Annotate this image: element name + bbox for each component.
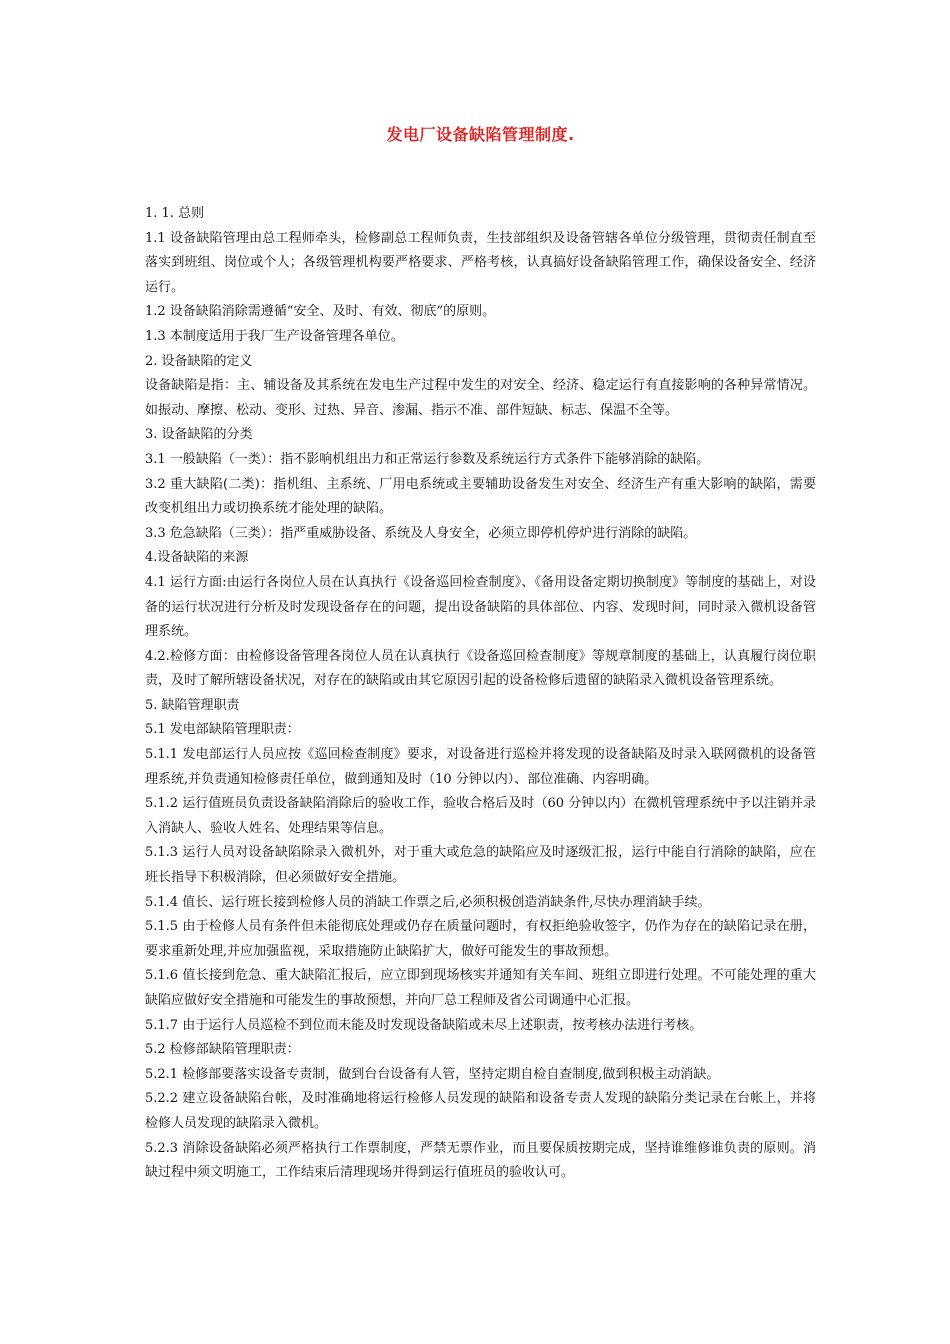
paragraph-3-1: 3.1 一般缺陷（一类）：指不影响机组出力和正常运行参数及系统运行方式条件下能够消除的缺陷。 [145,451,710,467]
paragraph-1-2: 1.2 设备缺陷消除需遵循“安全、及时、有效、彻底”的原则。 [145,304,496,320]
paragraph-5-2-2: 5.2.2 建立设备缺陷台帐，及时准确地将运行检修人员发现的缺陷和设备专责人发现的缺陷分类记录在台帐上，并将检修人员发现的缺陷录入微机。 [145,1091,816,1131]
paragraph-4-1: 4.1 运行方面:由运行各岗位人员在认真执行《设备巡回检查制度》、《备用设备定期切换制度》等制度的基础上，对设备的运行状况进行分析及时发现设备存在的问题，提出设备缺陷的具体部位、内容、发现时间，同时录入微机设备管理系统。 [145,574,816,640]
paragraph-5-1-4: 5.1.4 值长、运行班长接到检修人员的消缺工作票之后,必须积极创造消缺条件,尽快办理消缺手续。 [145,894,711,910]
section-heading-1: 1. 1. 总则 [145,206,205,221]
paragraph-1-3: 1.3 本制度适用于我厂生产设备管理各单位。 [145,328,404,344]
section-heading-5: 5. 缺陷管理职责 [145,697,240,713]
section-heading-4: 4.设备缺陷的来源 [145,550,249,566]
paragraph-4-2: 4.2.检修方面：由检修设备管理各岗位人员在认真执行《设备巡回检查制度》等规章制度的基础上，认真履行岗位职责，及时了解所辖设备状况，对存在的缺陷或由其它原因引起的设备检修后遗留的缺陷录入微机设备管理系统。 [145,648,816,689]
document-body [145,202,816,1186]
paragraph-5-1-5: 5.1.5 由于检修人员有条件但未能彻底处理或仍存在质量问题时，有权拒绝验收签字，仍作为存在的缺陷记录在册，要求重新处理,并应加强监视，采取措施防止缺陷扩大，做好可能发生的事故预想。 [145,919,816,959]
paragraph-5-1-2: 5.1.2 运行值班员负责设备缺陷消除后的验收工作，验收合格后及时（60 分钟以内）在微机管理系统中予以注销并录入消缺人、验收人姓名、处理结果等信息。 [145,796,816,836]
paragraph-5-2-1: 5.2.1 检修部要落实设备专责制，做到台台设备有人管，坚持定期自检自查制度,做到积极主动消缺。 [145,1066,720,1082]
paragraph-1-1: 1.1 设备缺陷管理由总工程师牵头，检修副总工程师负责，生技部组织及设备管辖各单位分级管理，贯彻责任制直至落实到班组、岗位或个人；各级管理机构要严格要求、严格考核，认真搞好设备缺陷管理工作，确保设备安全、经济运行。 [145,230,816,295]
paragraph-3-3: 3.3 危急缺陷（三类）：指严重威胁设备、系统及人身安全，必须立即停机停炉进行消除的缺陷。 [145,525,697,541]
paragraph-3-2: 3.2 重大缺陷(二类)：指机组、主系统、厂用电系统或主要辅助设备发生对安全、经济生产有重大影响的缺陷，需要改变机组出力或切换系统才能处理的缺陷。 [145,476,816,517]
section-heading-2: 2. 设备缺陷的定义 [145,353,253,369]
subsection-heading-5-2: 5.2 检修部缺陷管理职责： [145,1042,300,1058]
paragraph-5-1-7: 5.1.7 由于运行人员巡检不到位而未能及时发现设备缺陷或未尽上述职责，按考核办法进行考核。 [145,1017,703,1033]
subsection-heading-5-1: 5.1 发电部缺陷管理职责： [145,722,300,738]
paragraph-5-2-3: 5.2.3 消除设备缺陷必须严格执行工作票制度，严禁无票作业，而且要保质按期完成，坚持谁维修谁负责的原则。消缺过程中须文明施工，工作结束后清理现场并得到运行值班员的验收认可。 [145,1140,816,1181]
section-heading-3: 3. 设备缺陷的分类 [145,427,253,443]
paragraph-5-1-1: 5.1.1 发电部运行人员应按《巡回检查制度》要求，对设备进行巡检并将发现的设备缺陷及时录入联网微机的设备管理系统,并负责通知检修责任单位，做到通知及时（10 分钟以内）、部位准确、内容明确。 [145,747,816,787]
paragraph-5-1-6: 5.1.6 值长接到危急、重大缺陷汇报后，应立即到现场核实并通知有关车间、班组立即进行处理。不可能处理的重大缺陷应做好安全措施和可能发生的事故预想，并向厂总工程师及省公司调通中心汇报。 [145,968,816,1008]
paragraph-2-definition: 设备缺陷是指：主、辅设备及其系统在发电生产过程中发生的对安全、经济、稳定运行有直接影响的各种异常情况。如振动、摩擦、松动、变形、过热、异音、渗漏、指示不准、部件短缺、标志、保温不全等。 [145,378,816,418]
paragraph-5-1-3: 5.1.3 运行人员对设备缺陷除录入微机外，对于重大或危急的缺陷应及时逐级汇报，运行中能自行消除的缺陷，应在班长指导下积极消除，但必须做好安全措施。 [145,845,816,886]
document-title: 发电厂设备缺陷管理制度. [386,125,575,144]
